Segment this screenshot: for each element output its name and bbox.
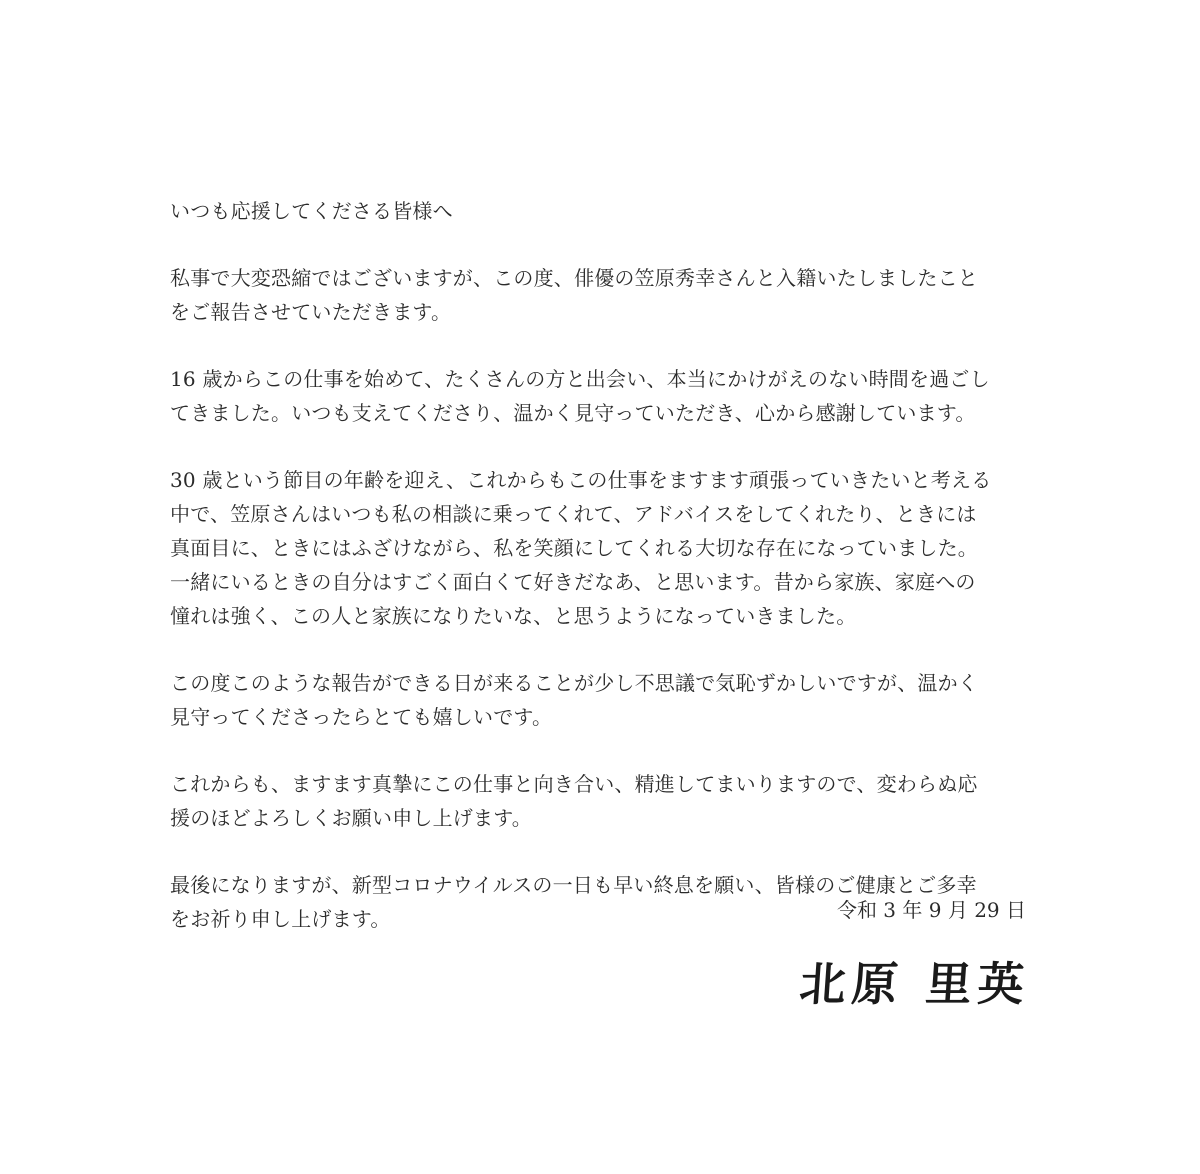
text-line: 見守ってくださったらとても嬉しいです。: [170, 705, 553, 729]
salutation: いつも応援してくださる皆様へ: [170, 199, 453, 223]
text-line: 憧れは強く、この人と家族になりたいな、と思うようになっていきました。: [170, 604, 857, 628]
text-line: これからも、ますます真摯にこの仕事と向き合い、精進してまいりますので、変わらぬ応: [170, 772, 978, 796]
text-line: 私事で大変恐縮ではございますが、この度、俳優の笠原秀幸さんと入籍いたしましたこと: [170, 266, 978, 290]
text-line: 援のほどよろしくお願い申し上げます。: [170, 806, 532, 830]
paragraph-commitment: [170, 767, 1050, 835]
text-line: をご報告させていただきます。: [170, 300, 452, 324]
paragraph-career: [170, 362, 1050, 430]
text-line: てきました。いつも支えてくださり、温かく見守っていただき、心から感謝しています。: [170, 401, 976, 425]
text-line: 最後になりますが、新型コロナウイルスの一日も早い終息を願い、皆様のご健康とご多幸: [170, 873, 977, 897]
paragraph-partner: [170, 463, 1050, 633]
text-line: 30 歳という節目の年齢を迎え、これからもこの仕事をますます頑張っていきたいと考える: [170, 468, 992, 492]
letter-date: 令和 3 年 9 月 29 日: [836, 898, 1026, 922]
letter-body: [170, 194, 1050, 936]
text-line: をお祈り申し上げます。: [170, 907, 391, 931]
paragraph-feelings: [170, 666, 1050, 734]
text-line: 真面目に、ときにはふざけながら、私を笑顔にしてくれる大切な存在になっていました。: [170, 536, 978, 560]
text-line: この度このような報告ができる日が来ることが少し不思議で気恥ずかしいですが、温かく: [170, 671, 978, 695]
paragraph-announcement: [170, 261, 1050, 329]
text-line: 中で、笠原さんはいつも私の相談に乗ってくれて、アドバイスをしてくれたり、ときには: [170, 502, 977, 526]
handwritten-signature: 北原 里英: [797, 957, 1032, 1011]
text-line: 一緒にいるときの自分はすごく面白くて好きだなあ、と思います。昔から家族、家庭への: [170, 570, 976, 594]
text-line: 16 歳からこの仕事を始めて、たくさんの方と出会い、本当にかけがえのない時間を過ごし: [170, 367, 990, 391]
